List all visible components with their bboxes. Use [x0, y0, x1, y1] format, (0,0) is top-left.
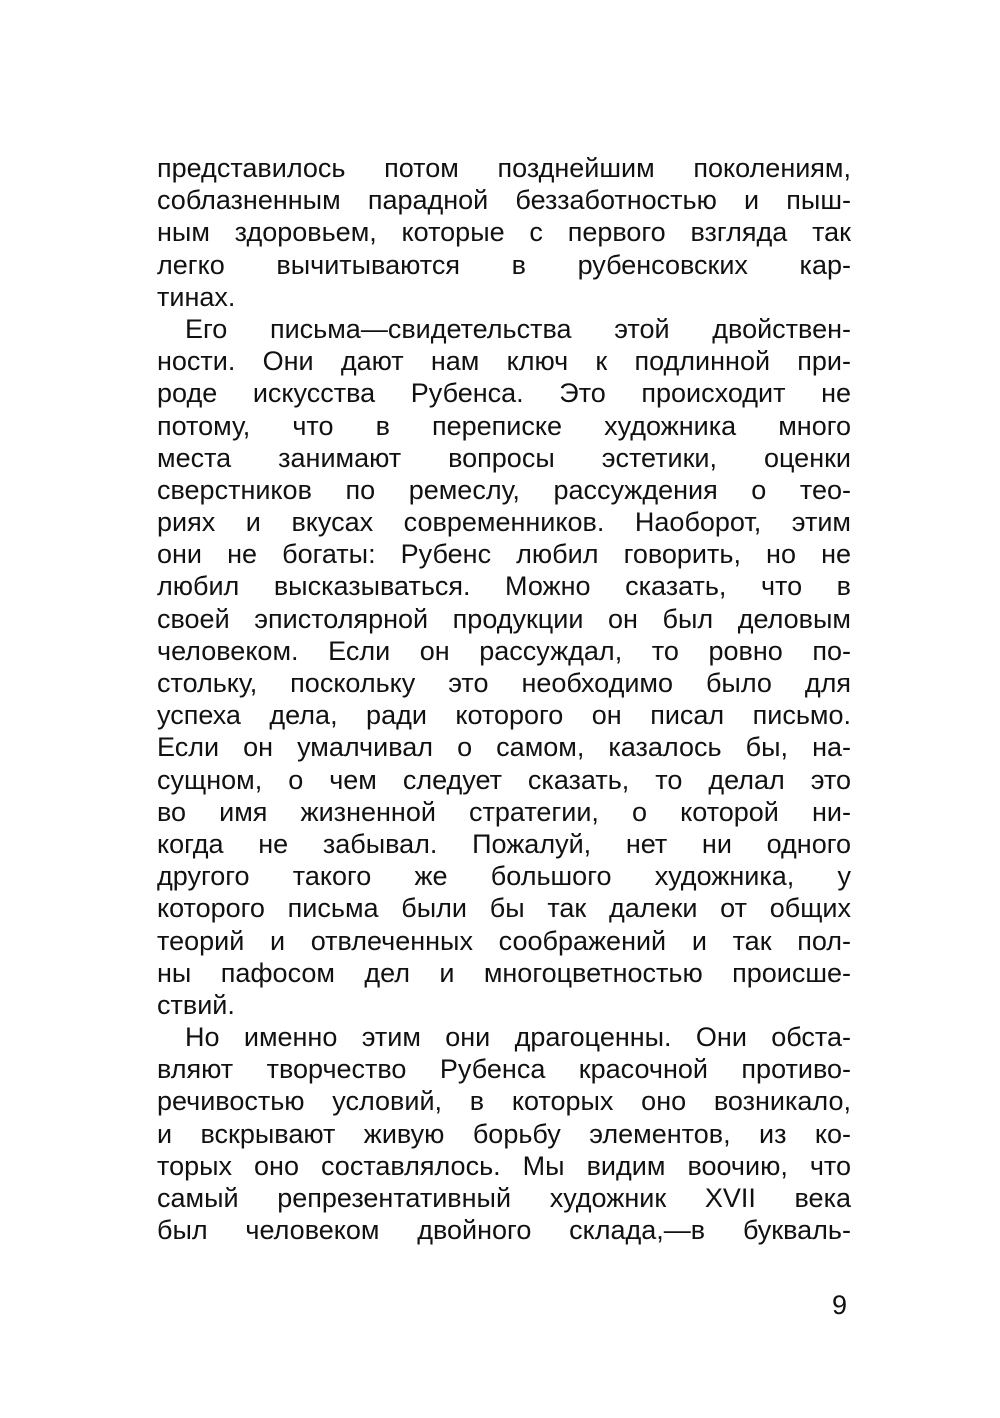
body-text	[157, 152, 851, 1246]
text-line: Но именно этим они драгоценны. Они обста-	[185, 1022, 851, 1053]
text-line: теорий и отвлеченных соображений и так пол-	[157, 925, 851, 956]
text-line: сущном, о чем следует сказать, то делал это	[157, 764, 851, 795]
text-line: представилось потом позднейшим поколениям,	[157, 153, 851, 183]
text-line: самый репрезентативный художник XVII века	[157, 1183, 851, 1213]
text-line: Если он умалчивал о самом, казалось бы, на-	[157, 732, 851, 763]
text-line: стольку, поскольку это необходимо было для	[157, 668, 851, 698]
text-line: риях и вкусах современников. Наоборот, этим	[157, 507, 851, 538]
text-line: потому, что в переписке художника много	[157, 410, 851, 441]
text-line: другого такого же большого художника, у	[157, 861, 851, 892]
text-line: они не богаты: Рубенс любил говорить, но не	[157, 539, 851, 570]
text-line: которого письма были бы так далеки от общих	[157, 893, 851, 924]
text-line: ным здоровьем, которые с первого взгляда так	[157, 217, 851, 248]
text-line: места занимают вопросы эстетики, оценки	[157, 442, 851, 473]
text-line: ности. Они дают нам ключ к подлинной при-	[157, 346, 851, 377]
text-line: своей эпистолярной продукции он был деловым	[157, 603, 851, 634]
text-line: роде искусства Рубенса. Это происходит не	[157, 378, 851, 409]
text-line: сверстников по ремеслу, рассуждения о тео-	[157, 474, 851, 505]
text-line: соблазненным парадной беззаботностью и пыш-	[157, 185, 851, 216]
text-line: торых оно составлялось. Мы видим воочию, что	[157, 1150, 851, 1181]
text-line: ны пафосом дел и многоцветностью происше-	[157, 957, 851, 988]
page-number: 9	[832, 1290, 848, 1320]
text-line: когда не забывал. Пожалуй, нет ни одного	[157, 828, 851, 859]
text-line: любил высказываться. Можно сказать, что в	[157, 571, 851, 602]
text-line: вляют творчество Рубенса красочной противо-	[157, 1054, 851, 1085]
text-line: ствий.	[157, 989, 235, 1020]
text-line: во имя жизненной стратегии, о которой ни-	[157, 796, 851, 827]
text-line: речивостью условий, в которых оно возникало,	[157, 1086, 851, 1117]
text-line: тинах.	[157, 281, 236, 312]
text-line: был человеком двойного склада,—в букваль-	[157, 1215, 851, 1246]
text-line: человеком. Если он рассуждал, то ровно по-	[157, 635, 851, 666]
text-line: успеха дела, ради которого он писал письмо.	[157, 700, 851, 731]
text-line: легко вычитываются в рубенсовских кар-	[157, 249, 851, 280]
text-line: Его письма—свидетельства этой двойствен-	[185, 313, 851, 344]
text-line: и вскрывают живую борьбу элементов, из ко-	[157, 1118, 851, 1149]
